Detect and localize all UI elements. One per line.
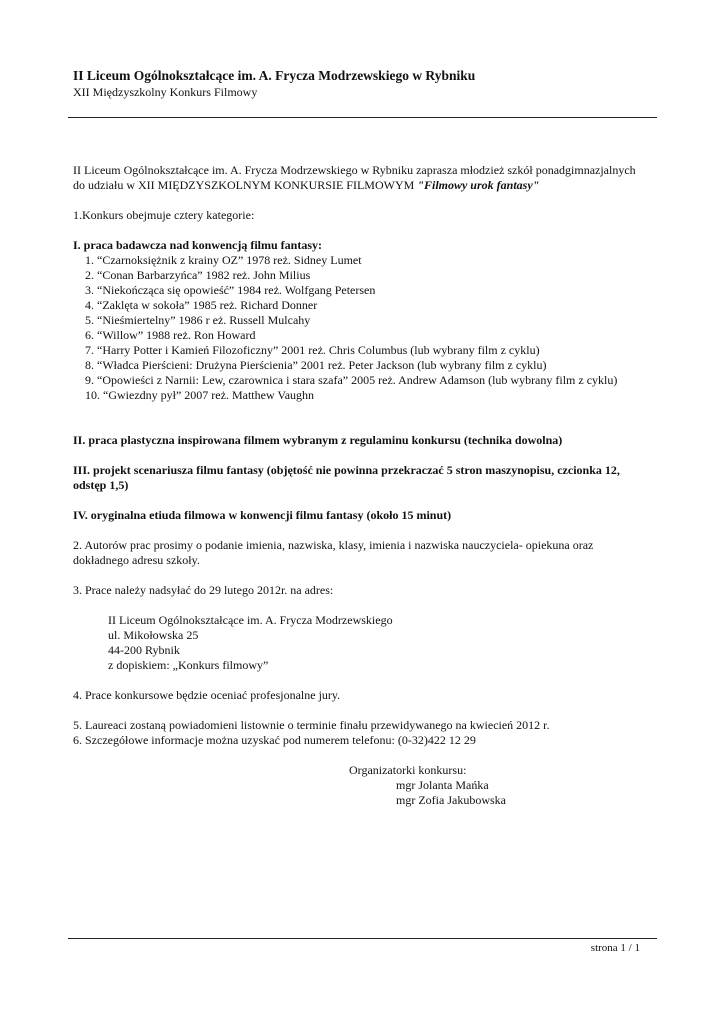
- category-3-line-2: odstęp 1,5): [73, 478, 129, 492]
- organizer-name: mgr Jolanta Mańka: [396, 778, 489, 792]
- film-list-item: 1. “Czarnoksiężnik z krainy OZ” 1978 reż. Sidney Lumet: [85, 253, 362, 267]
- film-list-item: 3. “Niekończąca się opowieść” 1984 reż. Wolfgang Petersen: [85, 283, 376, 297]
- film-list-item: 8. “Władca Pierścieni: Drużyna Pierścienia” 2001 reż. Peter Jackson (lub wybrany film z cyklu): [85, 358, 547, 372]
- page-number: strona 1 / 1: [590, 942, 640, 954]
- category-2: II. praca plastyczna inspirowana filmem wybranym z regulaminu konkursu (technika dowolna): [73, 433, 563, 447]
- category-1-heading: I. praca badawcza nad konwencją filmu fantasy:: [73, 238, 323, 252]
- address-line: ul. Mikołowska 25: [108, 628, 199, 642]
- intro-line-2-text: do udziału w XII MIĘDZYSZKOLNYM KONKURSIE FILMOWYM: [73, 178, 418, 192]
- address-line: 44-200 Rybnik: [108, 643, 180, 657]
- organizers-label: Organizatorki konkursu:: [349, 763, 467, 777]
- point-5: 5. Laureaci zostaną powiadomieni listownie o terminie finału przewidywanego na kwiecień 2012 r.: [73, 718, 550, 732]
- point-4: 4. Prace konkursowe będzie oceniać profesjonalne jury.: [73, 688, 341, 702]
- film-list-item: 7. “Harry Potter i Kamień Filozoficzny” 2001 reż. Chris Columbus (lub wybrany film z cyklu): [85, 343, 540, 357]
- point-3: 3. Prace należy nadsyłać do 29 lutego 2012r. na adres:: [73, 583, 334, 597]
- intro-line-1: II Liceum Ogólnokształcące im. A. Frycza Modrzewskiego w Rybniku zaprasza młodzież szkół ponadgimnazjalnych: [73, 163, 636, 177]
- film-list-item: 2. “Conan Barbarzyńca” 1982 reż. John Milius: [85, 268, 311, 282]
- point-1: 1.Konkurs obejmuje cztery kategorie:: [73, 208, 255, 222]
- footer-divider: [68, 938, 657, 939]
- category-4: IV. oryginalna etiuda filmowa w konwencji filmu fantasy (około 15 minut): [73, 508, 452, 522]
- film-list-item: 10. “Gwiezdny pył” 2007 reż. Matthew Vaughn: [85, 388, 315, 402]
- film-list: [73, 253, 657, 403]
- contest-name: "Filmowy urok fantasy": [417, 178, 540, 192]
- organizer-name: mgr Zofia Jakubowska: [396, 793, 506, 807]
- postal-address: [73, 613, 657, 673]
- film-list-item: 6. “Willow” 1988 reż. Ron Howard: [85, 328, 256, 342]
- header-divider: [68, 117, 657, 118]
- document-body: [73, 163, 657, 808]
- address-line: II Liceum Ogólnokształcące im. A. Frycza Modrzewskiego: [108, 613, 393, 627]
- film-list-item: 4. “Zaklęta w sokoła” 1985 reż. Richard Donner: [85, 298, 318, 312]
- category-3-line-1: III. projekt scenariusza filmu fantasy (objętość nie powinna przekraczać 5 stron maszynopisu, czcionka 12,: [73, 463, 620, 477]
- header-subtitle: XII Międzyszkolny Konkurs Filmowy: [73, 85, 258, 99]
- point-2-line-2: dokładnego adresu szkoły.: [73, 553, 200, 567]
- film-list-item: 5. “Nieśmiertelny” 1986 r eż. Russell Mulcahy: [85, 313, 311, 327]
- header-title: II Liceum Ogólnokształcące im. A. Frycza Modrzewskiego w Rybniku: [73, 68, 476, 83]
- film-list-item: 9. “Opowieści z Narnii: Lew, czarownica i stara szafa” 2005 reż. Andrew Adamson (lub wybrany film z cyklu): [85, 373, 618, 387]
- point-6: 6. Szczegółowe informacje można uzyskać pod numerem telefonu: (0-32)422 12 29: [73, 733, 476, 747]
- intro-line-2: [73, 178, 657, 193]
- address-line: z dopiskiem: „Konkurs filmowy”: [108, 658, 269, 672]
- point-2-line-1: 2. Autorów prac prosimy o podanie imienia, nazwiska, klasy, imienia i nazwiska nauczyciela- opiekuna oraz: [73, 538, 594, 552]
